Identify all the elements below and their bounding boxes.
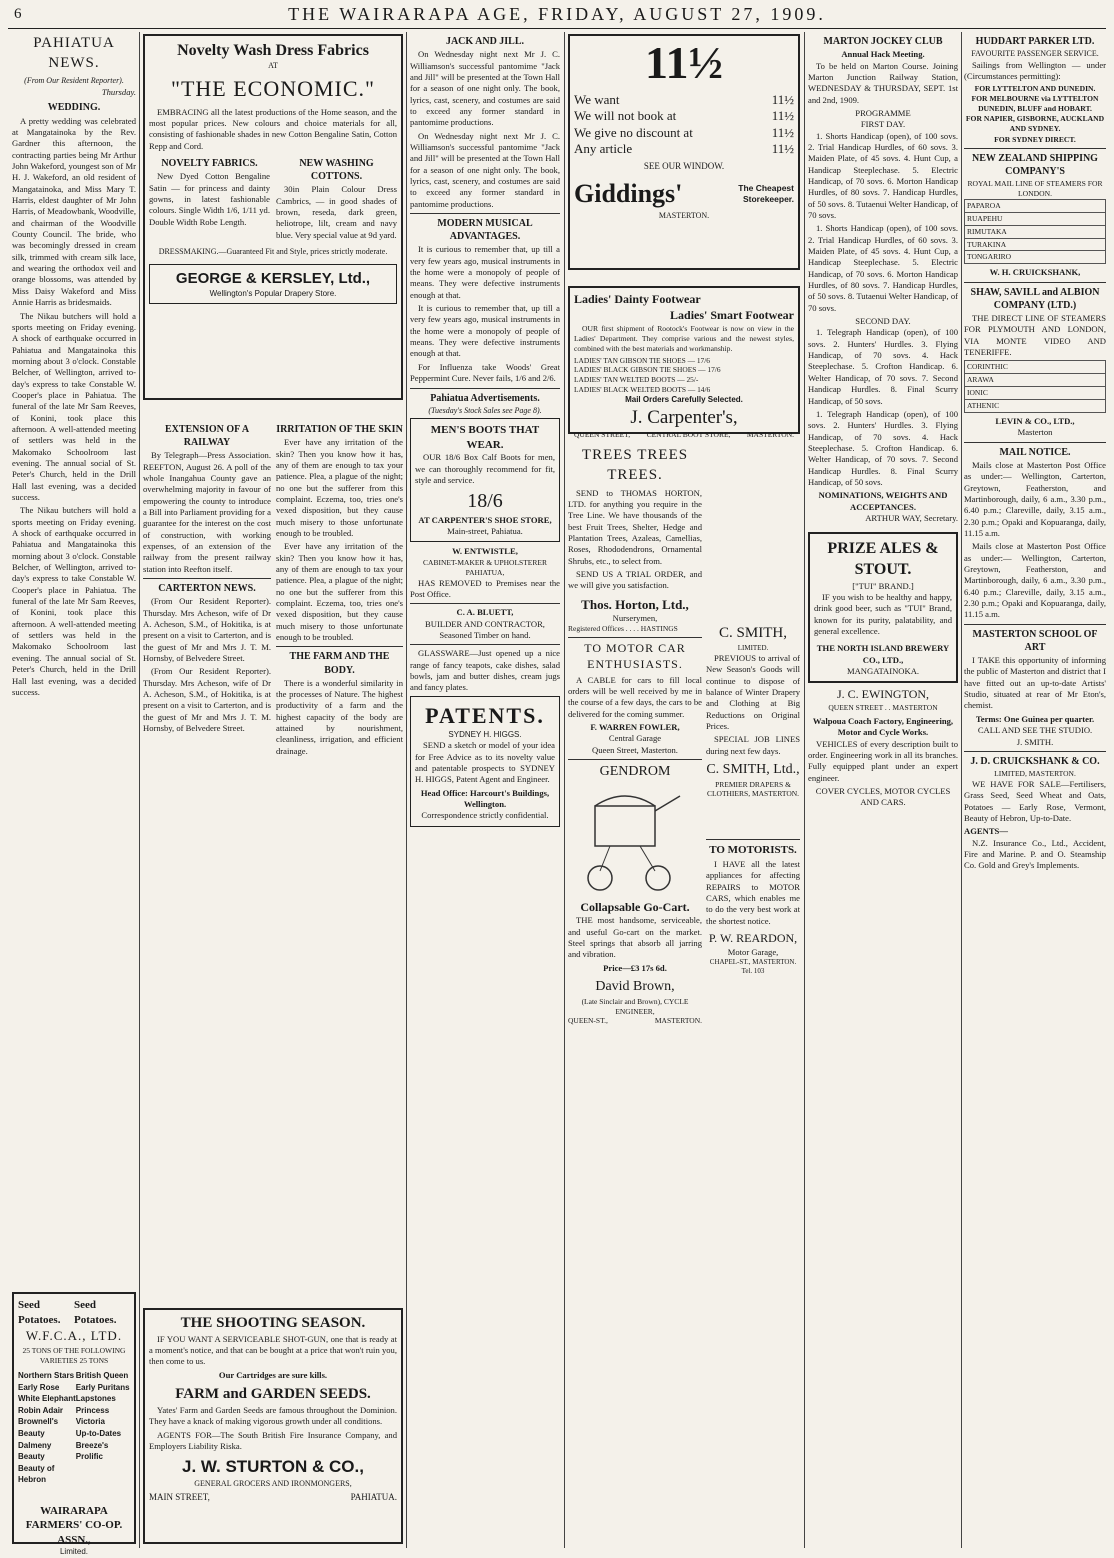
shooting-tag: Our Cartridges are sure kills. (218, 1369, 328, 1380)
nominations-heading: NOMINATIONS, WEIGHTS AND ACCEPTANCES. (818, 490, 948, 512)
economic-at: AT (268, 61, 278, 71)
seed-potatoes-ad (12, 1292, 136, 1557)
wedding-article: A pretty wedding was celebrated at Mangatainoka by the Rev. Gardner this afternoon, the contracting parties being Mr Arthur John Wakeford, youngest son of Mr H. J. Wakeford, an old resident of Mangatainoka, and Miss Mary T. Harris, eldest daughter of Mr John Harris, of Meadowbank, Woodville, and chairman of the Woodville County Council. The bride, who was becomingly dressed in cream silk, trimmed with cream silk lace, and wearing the orthodox veil and orange blossoms, was attended by Miss Daisy Wakeford and Miss Annie Harris as bridesmaids. (12, 115, 136, 308)
seed-title-left: Seed Potatoes. (18, 1299, 61, 1326)
table-row: ARAWA (965, 374, 1106, 387)
giddings-ad (568, 34, 800, 270)
gocart-heading: Collapsable Go-Cart. (580, 899, 690, 914)
route-1: FOR LYTTELTON AND DUNEDIN. (974, 84, 1096, 94)
jack-heading: JACK AND JILL. (445, 36, 525, 47)
fowler-name: F. WARREN FOWLER, (590, 722, 680, 733)
reardon-sub: Motor Garage, (727, 946, 779, 957)
column-4a (568, 444, 702, 1548)
sturton-town: PAHIATUA. (350, 1492, 397, 1503)
sturton-ad-area (143, 1306, 403, 1548)
column-6 (964, 32, 1106, 1548)
economic-intro: EMBRACING all the latest productions of the Home season, and the most popular prices. New colours and choice materials for all, consisting of fashionable shades in new Cotton Bengaline Satin, Cotton Repp and Cord. (149, 106, 397, 151)
giddings-big-price: 11½ (645, 37, 723, 88)
motor-text: A CABLE for cars to fill local orders will be well received by me in the course of a few days, the cars to be delivered for the coming summer. (568, 674, 702, 719)
reardon-addr: CHAPEL-ST., MASTERTON. Tel. 103 (709, 958, 797, 976)
races-second-day: 1. Telegraph Handicap (open), of 100 sovs. 2. Hunters' Hurdles. 3. Flying Handicap, of 70 sovs. 4. Hack Steeplechase. 5. Crofton Handicap. 6. Welter Handicap, of 70 sovs. 7. Second Handicap Hurdles. 8. Final Scurry Handicap, of 50 sovs. (808, 327, 958, 406)
table-row: IONIC (965, 387, 1106, 400)
art-text: I TAKE this opportunity of informing the public of Masterton and district that I have fitted out an up-to-date Artists' Studio, situated at rear of Mr Eton's, chemist. (964, 655, 1106, 711)
sturton-sub: GENERAL GROCERS AND IRONMONGERS, (194, 1478, 352, 1488)
novelty-fabrics-heading: NOVELTY FABRICS. (161, 158, 258, 170)
nz-shipping-heading: NEW ZEALAND SHIPPING COMPANY'S (972, 152, 1098, 177)
byline: (From Our Resident Reporter). (24, 75, 124, 85)
seed-varieties-right: British Queen Early Puritans Lapstones Princess Victoria Up-to-Dates Breeze's Prolific (75, 1370, 130, 1462)
giddings-area (568, 32, 800, 280)
page-number: 6 (14, 6, 22, 22)
washing-cottons-heading: NEW WASHING COTTONS. (299, 158, 374, 183)
ewington-addr: QUEEN STREET . . MASTERTON (828, 703, 938, 713)
horton-name: Thos. Horton, Ltd., (581, 596, 689, 612)
walpoua-text: VEHICLES of every description built to order. Engineering work in all its branches. Fully equipped plant under an expert engineer. (808, 738, 958, 783)
dateline: Thursday. (101, 87, 136, 98)
farm-seeds-title: FARM and GARDEN SEEDS. (175, 1386, 371, 1403)
glassware-ad: GLASSWARE—Just opened up a nice range of fancy teapots, cake dishes, salad bowls, jam and butter dishes, cream jugs and fancy plates. (410, 648, 560, 693)
pahiatua-heading: PAHIATUA NEWS. (33, 35, 115, 71)
mail-text: Mails close at Masterton Post Office as under:— Wellington, Carterton, Greytown, Featherston, and Martinborough, daily, 6 a.m., 3.30 p.m., 6.40 p.m.; Clareville, daily, 3.15 a.m., 2.30 p.m.; Opaki and Kopuaranga, daily, 11.15 a.m. (964, 459, 1106, 538)
smith-name: C. SMITH, (719, 625, 787, 641)
farm-article: There is a wonderful similarity in the processes of Nature. The highest productivity of a farm and the highest capacity of the body are attained by nourishment, cleanliness, irrigation, and efficient drainage. (276, 677, 403, 756)
farm-seeds-text: Yates' Farm and Garden Seeds are famous throughout the Dominion. They have a knack of making vigorous growth under all conditions. (149, 1404, 397, 1427)
skin-article: Ever have any irritation of the skin? Then you know how it has, any of them are enough to tax your patience. Plea, a plague of the night; no one but the sufferer from this complaint. Eczema, too, tries one's vexed disposition, but they cause much misery to those unfortunate enough to be troubled. (276, 541, 403, 643)
musical-article: It is curious to remember that, up till a very few years ago, musical instruments in the home were a monopoly of people of means. They were defective instruments enough at that. (410, 303, 560, 359)
railway-heading: EXTENSION OF A RAILWAY (164, 424, 250, 449)
sturton-street: MAIN STREET, (149, 1492, 210, 1503)
agents-heading: AGENTS— (964, 826, 1008, 837)
mail-heading: MAIL NOTICE. (999, 446, 1071, 458)
table-row: RUAPEHU (965, 212, 1106, 225)
huddart-heading: HUDDART PARKER LTD. (975, 36, 1095, 47)
second-day-label: SECOND DAY. (855, 316, 911, 327)
prize-sub: ["TUI" BRAND.] (852, 580, 914, 591)
novelty-fabrics-text: New Dyed Cotton Bengaline Satin — for princess and dainty gowns, in latest fashionable colours. Single Width 1/6, 1/11 yd. Double Width Robe Length. (149, 171, 270, 227)
horton-office: Registered Offices . . . . HASTINGS (568, 624, 678, 634)
brown-town: MASTERTON. (654, 1016, 702, 1026)
shooting-text: IF YOU WANT A SERVICEABLE SHOT-GUN, one that is ready at a moment's notice, and that can be bought at a price that won't ruin you, then come to us. (149, 1333, 397, 1367)
influenza-note: For Influenza take Woods' Great Peppermint Cure. Never fails, 1/6 and 2/6. (410, 361, 560, 384)
gocart-text: THE most handsome, serviceable, and useful Go-cart on the market. Steel springs that absorb all jarring and vibration. (568, 915, 702, 960)
brewery-name: THE NORTH ISLAND BREWERY CO., LTD., (816, 643, 950, 665)
musical-heading: MODERN MUSICAL ADVANTAGES. (437, 218, 533, 243)
trees-text: SEND to THOMAS HORTON, LTD. for anything you require in the Tree Line. We have thousands of the best Fruit Trees, Shelter, Hedge and Plantation Trees, Azaleas, Camellias, Roses, Rhododendrons, Ornamental Shrubs, etc., to select from. (568, 487, 702, 566)
races-first-day: 1. Shorts Handicap (open), of 100 sovs. 2. Trial Handicap Hurdles, of 60 sovs. 3. Maiden Plate, of 45 sovs. 4. Hunt Cup, a Handicap Steeplechase. 5. Electric Handicap, of 70 sovs. 6. Morton Handicap Hurdles, of 80 sovs. 7. Handicap Hurdles, of 50 sovs. 8. Tutaenui Welter Handicap, of 70 sovs. (808, 223, 958, 313)
brown-name: David Brown, (595, 979, 675, 995)
trees-trial: SEND US A TRIAL ORDER, and we will give you satisfaction. (568, 569, 702, 591)
kersley-name: GEORGE & KERSLEY, Ltd., (175, 269, 371, 287)
table-row: RIMUTAKA (965, 225, 1106, 238)
footwear-area (568, 284, 800, 440)
carpenter-sub: CENTRAL BOOT STORE, (646, 430, 731, 440)
seed-footer: WAIRARAPA FARMERS' CO-OP. ASSN., (25, 1504, 123, 1546)
smith-sale: SPECIAL JOB LINES during next few days. (706, 734, 800, 756)
washing-cottons-text: 30in Plain Colour Dress Cambrics, — in good shades of brown, reseda, dark green, heliotrope, lilt, cream and navy blue. Very special value at 9d yard. (276, 184, 397, 240)
wedding-heading: WEDDING. (47, 102, 101, 114)
huddart-text: Sailings from Wellington — under (Circumstances permitting): (964, 59, 1106, 82)
table-row: TONGARIRO (965, 251, 1106, 264)
fowler-addr: Queen Street, Masterton. (592, 744, 678, 755)
art-heading: MASTERTON SCHOOL OF ART (972, 628, 1098, 653)
giddings-see: SEE OUR WINDOW. (643, 161, 725, 171)
column-rule (804, 32, 805, 1548)
prize-text: IF you wish to be healthy and happy, drink good beer, such as "TUI" Brand, known for its purity, palatability, and general excellence. (814, 591, 952, 636)
seed-footer-sub: Limited. (59, 1547, 88, 1557)
bluett-name: C. A. BLUETT, (456, 607, 514, 618)
economic-ad-area (143, 32, 403, 412)
carterton-article: (From Our Resident Reporter). Thursday. Mrs Acheson, wife of Dr A. Acheson, S.M., of Hokitika, is at present on a visit to Carterton, and is the guest of Mr and Mrs J. T. M. Hornsby, of Belvedere Street. (143, 666, 271, 734)
gendrom-title: GENDROM (599, 764, 671, 780)
boots-shop-sub: Main-street, Pahiatua. (447, 526, 523, 537)
boots-ad (410, 418, 560, 542)
art-name: J. SMITH. (1016, 736, 1054, 747)
jockey-sub: Annual Hack Meeting. (841, 49, 925, 60)
secretary: ARTHUR WAY, Secretary. (865, 512, 958, 523)
shooting-title: THE SHOOTING SEASON. (180, 1315, 366, 1331)
route-4: FOR SYDNEY DIRECT. (994, 134, 1076, 144)
column-4b (706, 444, 800, 1548)
jockey-heading: MARTON JOCKEY CLUB (823, 36, 943, 47)
economic-store: "THE ECONOMIC." (170, 75, 376, 101)
jd-text: WE HAVE FOR SALE—Fertilisers, Grass Seed, Seed Wheat and Oats, Potatoes — Early Rose, Vermont, Beauty of Hebron, Up-to-Date. (964, 778, 1106, 823)
carterton-heading: CARTERTON NEWS. (158, 583, 256, 595)
shaw-ships-table (964, 360, 1106, 413)
smith-foot-sub: PREMIER DRAPERS & CLOTHIERS, MASTERTON. (706, 779, 800, 799)
footwear-text: OUR first shipment of Rootock's Footwear is now on view in the Ladies' Department. They comprise various and the newest styles, combined with the best materials and workmanship. (574, 323, 794, 353)
farm-heading: THE FARM AND THE BODY. (289, 651, 390, 676)
table-row: ATHENIC (965, 400, 1106, 413)
seed-varieties-left: Northern Stars Early Rose White Elephant Robin Adair Brownell's Beauty Dalmeny Beauty Beauty of Hebron (18, 1370, 76, 1485)
brown-street: QUEEN-ST., (568, 1016, 608, 1026)
masthead (8, 2, 1106, 29)
patents-office: Head Office: Harcourt's Buildings, Wellington. (420, 787, 550, 809)
go-cart-illustration (580, 786, 690, 896)
motor-heading: TO MOTOR CAR ENTHUSIASTS. (584, 641, 686, 671)
column-rule (139, 32, 140, 1548)
brown-sub: (Late Sinclair and Brown), CYCLE ENGINEER, (581, 996, 689, 1016)
jd-sub: LIMITED, MASTERTON. (994, 769, 1076, 779)
smith-ltd: LIMITED. (737, 643, 769, 652)
table-row: CORINTHIC (965, 361, 1106, 374)
jack-article: On Wednesday night next Mr J. C. Williamson's successful pantomime "Jack and Jill" will be presented at the Town Hall for a season of one night only. The book, lyrics, cast, scenery, and costumes are said to exceed any former standard in pantomime productions. (410, 49, 560, 128)
footwear-mail: Mail Orders Carefully Selected. (625, 394, 743, 404)
column-5 (808, 32, 958, 1548)
races-first-day: 1. Shorts Handicap (open), of 100 sovs. 2. Trial Handicap Hurdles, of 60 sovs. 3. Maiden Plate, of 45 sovs. 4. Hunt Cup, a Handicap Steeplechase. 5. Electric Handicap, of 70 sovs. 6. Morton Handicap Hurdles, of 80 sovs. 7. Handicap Hurdles, of 50 sovs. 8. Tutaenui Welter Handicap, of 70 sovs. (808, 130, 958, 220)
covers-line: COVER CYCLES, MOTOR CYCLES AND CARS. (815, 786, 951, 808)
giddings-name: Giddings' (574, 178, 683, 208)
giddings-lines: We want 11½ We will not book at 11½ We give no discount at 11½ Any article 11½ (574, 92, 794, 156)
kersley-sub: Wellington's Popular Drapery Store. (209, 288, 337, 298)
races-second-day: 1. Telegraph Handicap (open), of 100 sovs. 2. Hunters' Hurdles. 3. Flying Handicap, of 70 sovs. 4. Hack Steeplechase. 5. Crofton Handicap. 6. Welter Handicap, of 70 sovs. 7. Second Handicap Hurdles. 8. Final Scurry Handicap, of 50 sovs. (808, 408, 958, 487)
footwear-prices: LADIES' TAN GIBSON TIE SHOES — 17/6 LADIES' BLACK GIBSON TIE SHOES — 17/6 LADIES' TAN WELTED BOOTS — 25/- LADIES' BLACK WELTED BOOTS — 14/6 (574, 355, 721, 394)
fowler-sub: Central Garage (608, 733, 662, 744)
agents-text: N.Z. Insurance Co., Ltd., Accident, Fire and Marine. P. and O. Steamship Co. Gold and Grey's Implements. (964, 837, 1106, 871)
adverts-heading: Pahiatua Advertisements. (430, 392, 540, 404)
boots-heading: MEN'S BOOTS THAT WEAR. (430, 424, 540, 451)
jd-heading: J. D. CRUICKSHANK & CO. (970, 755, 1100, 767)
jack-article: On Wednesday night next Mr J. C. Williamson's successful pantomime "Jack and Jill" will be presented at the Town Hall for a season of one night only. The book, lyrics, cast, scenery, and costumes are said to exceed any former standard in pantomime productions. (410, 130, 560, 209)
seed-tons-line: 25 TONS OF THE FOLLOWING VARIETIES 25 TONS (22, 1346, 126, 1366)
carpenter-street: QUEEN STREET, (574, 430, 631, 440)
reardon-name: P. W. REARDON, (708, 930, 798, 945)
patents-agent: SYDNEY H. HIGGS. (448, 729, 522, 739)
jockey-text: To be held on Marton Course. Joining Marton Junction Railway Station, WEDNESDAY & THURSDAY, SEPT. 1st and 2nd, 1909. (808, 60, 958, 105)
motorists-text: I HAVE all the latest appliances for affecting REPAIRS to MOTOR CARS, which enables me to do the very best work at the shortest notice. (706, 858, 800, 926)
nz-ships-table (964, 199, 1106, 264)
patents-text: SEND a sketch or model of your idea for Free Advice as to its novelty value and patentable prospects to SYDNEY H. HIGGS, Patent Agent and Engineer. (415, 740, 555, 785)
carterton-article: (From Our Resident Reporter). Thursday. Mrs Acheson, wife of Dr A. Acheson, S.M., of Hokitika, is at present on a visit to Carterton, and is the guest of Mr and Mrs J. T. M. Hornsby, of Belvedere Street. (143, 596, 271, 664)
economic-ad (143, 34, 403, 400)
giddings-tag2: Storekeeper. (742, 194, 794, 205)
table-row: PAPAROA (965, 199, 1106, 212)
seed-title-right: Seed Potatoes. (74, 1299, 117, 1326)
column-rule (406, 32, 407, 1548)
prize-heading: PRIZE ALES & STOUT. (827, 540, 939, 579)
ewington-name: J. C. EWINGTON, (836, 687, 930, 702)
bluett-line: Seasoned Timber on hand. (439, 629, 531, 640)
smith-text: PREVIOUS to arrival of New Season's Goods will continue to dispose of balance of Winter Drapery and Clothing at Big Reductions on Original Prices. (706, 653, 800, 732)
smith-foot: C. SMITH, Ltd., (706, 762, 800, 778)
patents-ad (410, 696, 560, 827)
column-1 (12, 32, 136, 1557)
skin-heading: IRRITATION OF THE SKIN (276, 424, 403, 435)
entwistle-removed: HAS REMOVED to Premises near the Post Office. (410, 577, 560, 599)
huddart-sub: FAVOURITE PASSENGER SERVICE. (971, 49, 1099, 59)
nz-shipping-sub: ROYAL MAIL LINE OF STEAMERS FOR LONDON. (967, 178, 1103, 198)
art-terms: Terms: One Guinea per quarter. (975, 713, 1095, 724)
motorists-heading: TO MOTORISTS. (709, 844, 797, 857)
art-call: CALL AND SEE THE STUDIO. (977, 725, 1093, 736)
column-rule (564, 32, 565, 1548)
giddings-tag1: The Cheapest (738, 182, 794, 193)
sturton-agents: AGENTS FOR—The South British Fire Insurance Company, and Employers Liability Riska. (149, 1429, 397, 1451)
footwear-ad (568, 286, 800, 440)
levin-name: LEVIN & CO., LTD., (995, 416, 1075, 427)
table-row: TURAKINA (965, 238, 1106, 251)
route-3: FOR NAPIER, GISBORNE, AUCKLAND AND SYDNEY. (965, 114, 1105, 134)
entwistle-name: W. ENTWISTLE, (452, 546, 518, 557)
route-2: FOR MELBOURNE via LYTTELTON DUNEDIN, BLUFF and HOBART. (971, 94, 1099, 114)
adverts-sub: (Tuesday's Stock Sales see Page 8). (428, 405, 542, 415)
kersley-box (149, 264, 397, 304)
masthead-title: THE WAIRARAPA AGE, FRIDAY, AUGUST 27, 1909. (288, 4, 826, 24)
boots-price: 18/6 (467, 490, 503, 513)
programme-label: PROGRAMME (855, 107, 911, 118)
brewery-town: MANGATAINOKA. (846, 665, 920, 676)
sturton-name: J. W. STURTON & CO., (182, 1457, 364, 1477)
carpenter-town: MASTERTON. (746, 430, 794, 440)
mail-text: Mails close at Masterton Post Office as under:— Wellington, Carterton, Greytown, Featherston, and Martinborough, daily, 6 a.m., 3.30 p.m., 6.40 p.m.; Clareville, daily, 3.15 a.m., 2.30 p.m.; Opaki and Kopuaranga, daily, 11.15 a.m. (964, 541, 1106, 620)
boots-shop: AT CARPENTER'S SHOE STORE, (418, 514, 552, 525)
dressmaking-line: DRESSMAKING.—Guaranteed Fit and Style, prices strictly moderate. (158, 247, 388, 257)
pahiatua-news-article: The Nikau butchers will hold a sports meeting on Friday evening. A shock of earthquake occurred in Pahiatua and Mangatainoka this morning about 3 o'clock. Constable Belcher, of Wellington, arrived to-day's express to take Constable W. Cooper's place in Pahiatua. The funeral of the late Mr Sam Reeves, of Konini, took place this afternoon. A well-attended meeting of settlers was held in the Makomako Schoolroom last evening. The annual social of St. Peter's Church, held in the Drill Hall last evening, was a decided success. (12, 505, 136, 697)
column-3 (410, 32, 560, 1548)
carpenter-name: J. Carpenter's, (630, 407, 738, 429)
giddings-town: MASTERTON. (658, 211, 710, 221)
gocart-price: Price—£3 17s 6d. (603, 962, 667, 973)
economic-headline: Novelty Wash Dress Fabrics (177, 42, 369, 59)
musical-article: It is curious to remember that, up till a very few years ago, musical instruments in the home were a monopoly of people of means. They were defective instruments enough at that. (410, 244, 560, 300)
footwear-line2: Ladies' Smart Footwear (670, 307, 794, 322)
sturton-ad (143, 1308, 403, 1544)
railway-article: By Telegraph—Press Association. REEFTON, August 26. A poll of the whole Inangahua County gave an overwhelming majority in favour of empowering the county to introduce a Bill into Parliament providing for a guarantee for the interest on the cost of construction, with working expenses, of an extension of the railway from the present railway station into Reefton itself. (143, 450, 271, 574)
patents-title: PATENTS. (425, 702, 545, 728)
prize-ales-ad (808, 532, 958, 683)
column-rule (961, 32, 962, 1548)
pahiatua-news-article: The Nikau butchers will hold a sports meeting on Friday evening. A shock of earthquake occurred in Pahiatua and Mangatainoka this morning about 3 o'clock. Constable Belcher, of Wellington, arrived to-day's express to take Constable W. Cooper's place in Pahiatua. The funeral of the late Mr Sam Reeves, of Konini, took place this afternoon. A well-attended meeting of settlers was held in the Makomako Schoolroom last evening. The annual social of St. Peter's Church, held in the Drill Hall last evening, was a decided success. (12, 310, 136, 503)
shaw-sub: THE DIRECT LINE OF STEAMERS FOR PLYMOUTH AND LONDON, VIA MONTE VIDEO AND TENERIFFE. (964, 313, 1106, 358)
trees-heading: TREES TREES TREES. (581, 447, 689, 483)
boots-text: OUR 18/6 Box Calf Boots for men, we can thoroughly recommend for fit, style and service. (415, 452, 555, 485)
walpoua-heading: Walpoua Coach Factory, Engineering, Motor and Cycle Works. (812, 715, 954, 738)
first-day-label: FIRST DAY. (860, 119, 906, 130)
skin-article: Ever have any irritation of the skin? Then you know how it has, any of them are enough to tax your patience. Plea, a plague of the night; no one but the sufferer from this complaint. Eczema, too, tries one's vexed disposition, but they cause much misery to those unfortunate enough to be troubled. (276, 437, 403, 538)
levin-town: Masterton (1017, 427, 1053, 438)
patents-correspondence: Correspondence strictly confidential. (421, 810, 549, 821)
cruickshank-agent: W. H. CRUICKSHANK, (989, 267, 1081, 278)
bluett-sub: BUILDER AND CONTRACTOR, (425, 618, 545, 629)
horton-sub: Nurserymen, (612, 612, 658, 623)
seed-company: W.F.C.A., LTD. (25, 1328, 123, 1344)
entwistle-sub: CABINET-MAKER & UPHOLSTERER PAHIATUA, (423, 557, 547, 577)
footwear-line1: Ladies' Dainty Footwear (574, 292, 701, 306)
shaw-heading: SHAW, SAVILL and ALBION COMPANY (LTD.) (970, 286, 1100, 311)
